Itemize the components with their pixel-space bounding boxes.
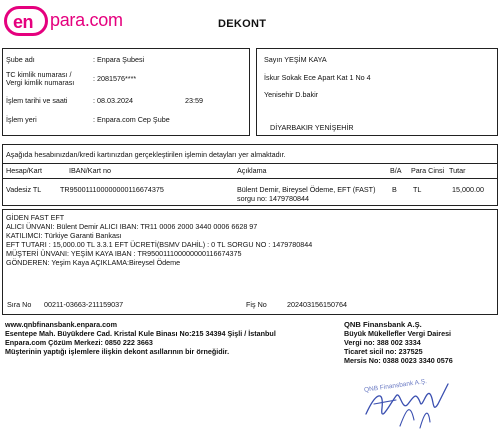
row-account: Vadesiz TL	[6, 185, 42, 194]
col-currency-header: Para Cinsi	[411, 166, 445, 175]
recipient-city: DİYARBAKIR YENİŞEHİR	[270, 123, 354, 132]
recipient-address2: Yenisehir D.bakir	[264, 90, 319, 99]
branch-info-box	[2, 48, 250, 136]
date-value: : 08.03.2024	[93, 96, 133, 105]
details-line6: GÖNDEREN: Yeşim Kaya AÇIKLAMA:Bireysel Ödeme	[6, 258, 181, 267]
time-value: 23:59	[185, 96, 203, 105]
footer-note: Müşterinin yaptığı işlemlere ilişkin dekont asıllarının bir örneğidir.	[5, 347, 230, 356]
col-ba-header: B/A	[390, 166, 402, 175]
footer-mersis: Mersis No: 0388 0023 3340 0576	[344, 356, 453, 365]
stamp-text: QNB Finansbank A.Ş.	[363, 378, 428, 394]
row-description-line1: Bülent Demir, Bireysel Ödeme, EFT (FAST)	[237, 185, 376, 194]
transaction-box	[2, 144, 498, 206]
details-line1: GİDEN FAST EFT	[6, 213, 65, 222]
footer-website: www.qnbfinansbank.enpara.com	[5, 320, 117, 329]
recipient-box	[256, 48, 498, 136]
col-description-header: Açıklama	[237, 166, 267, 175]
recipient-address1: İskur Sokak Ece Apart Kat 1 No 4	[264, 73, 371, 82]
row-description-line2: sorgu no: 1479780844	[237, 194, 309, 203]
sira-label: Sıra No	[7, 300, 32, 309]
details-line3: KATILIMCI: Türkiye Garanti Bankası	[6, 231, 122, 240]
logo-en-text: en	[13, 12, 34, 32]
signature-stamp	[360, 374, 452, 432]
footer-tax-no: Vergi no: 388 002 3334	[344, 338, 421, 347]
col-account-header: Hesap/Kart	[6, 166, 42, 175]
row-currency: TL	[413, 185, 422, 194]
details-box	[2, 209, 498, 315]
fis-label: Fiş No	[246, 300, 267, 309]
divider	[3, 163, 497, 164]
place-value: : Enpara.com Cep Şube	[93, 115, 170, 124]
footer-address: Esentepe Mah. Büyükdere Cad. Kristal Kule Binası No:215 34394 Şişli / İstanbul	[5, 329, 276, 338]
fis-value: 202403156150764	[287, 300, 347, 309]
tc-label-line1: TC kimlik numarası /	[6, 70, 72, 79]
details-line5: MÜŞTERİ ÜNVANI: YEŞİM KAYA IBAN : TR950011100000000116674375	[6, 249, 242, 258]
branch-label: Şube adı	[6, 55, 35, 64]
tc-label-line2: Vergi kimlik numarası	[6, 78, 75, 87]
transaction-intro: Aşağıda hesabınızdan/kredi kartınızdan gerçekleştirilen işlemin detayları yer almaktadır.	[6, 150, 286, 159]
recipient-name: Sayın YEŞİM KAYA	[264, 55, 327, 64]
footer-trade-reg: Ticaret sicil no: 237525	[344, 347, 423, 356]
col-iban-header: IBAN/Kart no	[69, 166, 111, 175]
enpara-logo	[4, 6, 123, 38]
details-line2: ALICI ÜNVANI: Bülent Demir ALICI IBAN: TR11 0006 2000 3440 0006 6628 97	[6, 222, 258, 231]
branch-value: : Enpara Şubesi	[93, 55, 145, 64]
footer-support: Enpara.com Çözüm Merkezi: 0850 222 3663	[5, 338, 153, 347]
col-amount-header: Tutar	[449, 166, 466, 175]
details-line4: EFT TUTARI : 15,000.00 TL 3.3.1 EFT ÜCRETİ(BSMV DAHİL) : 0 TL SORGU NO : 1479780844	[6, 240, 313, 249]
row-amount: 15,000.00	[452, 185, 484, 194]
divider	[3, 178, 497, 179]
logo-en-badge	[4, 6, 48, 36]
row-ba: B	[392, 185, 397, 194]
footer-tax-office: Büyük Mükellefler Vergi Dairesi	[344, 329, 452, 338]
sira-value: 00211-03663-211159037	[44, 300, 124, 309]
date-label: İşlem tarihi ve saati	[6, 96, 68, 105]
row-iban: TR950011100000000116674375	[60, 185, 164, 194]
logo-para-text: para.com	[50, 10, 123, 30]
footer-company: QNB Finansbank A.Ş.	[344, 320, 422, 329]
place-label: İşlem yeri	[6, 115, 37, 124]
tc-value: : 2081576****	[93, 74, 137, 83]
document-title: DEKONT	[218, 18, 267, 30]
